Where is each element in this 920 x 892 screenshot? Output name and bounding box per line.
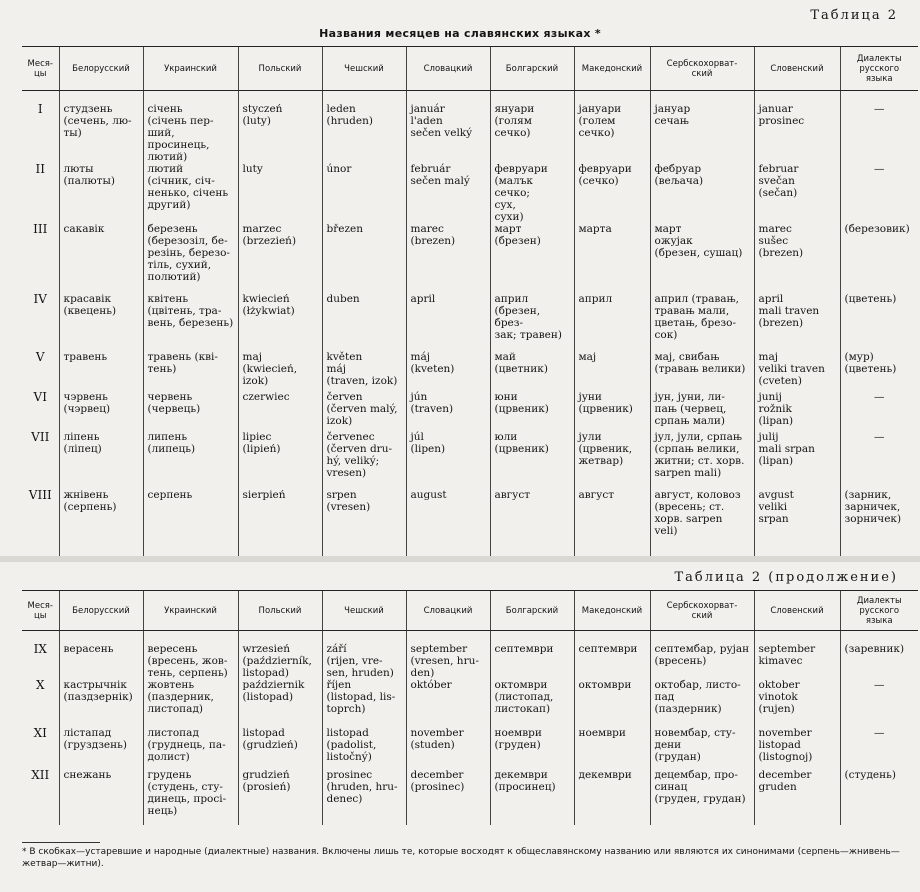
table-row <box>22 431 918 489</box>
table-row <box>22 631 918 680</box>
column-header: Словацкий <box>406 47 490 91</box>
table-cell: лютий (січник, січ- ненько, січень другий) <box>143 163 238 223</box>
table-cell: január l'aden sečen velký <box>406 91 490 164</box>
table-cell: мај <box>574 351 650 391</box>
table-cell: октомври (листопад, листокап) <box>490 679 574 727</box>
table-cell: — <box>840 163 918 223</box>
month-number: II <box>35 162 45 176</box>
table-cell: czerwiec <box>238 391 322 431</box>
table-cell: јануар сечањ <box>650 91 754 164</box>
table-cell: julij mali srpan (lipan) <box>754 431 840 489</box>
table-cell: серпень <box>143 489 238 557</box>
column-header: Диалекты русского языка <box>840 591 918 631</box>
table-cell: leden (hruden) <box>322 91 406 164</box>
month-number: VI <box>33 390 47 404</box>
column-header: Словацкий <box>406 591 490 631</box>
table-cell: april <box>406 293 490 351</box>
table-cell: април (травањ, травањ мали, цветањ, брезо- сок) <box>650 293 754 351</box>
table-cell: грудень (студень, сту- динець, просі- нець) <box>143 769 238 825</box>
table-cell: май (цветник) <box>490 351 574 391</box>
column-header: Македонский <box>574 591 650 631</box>
table-cell: красавік (квецень) <box>59 293 143 351</box>
month-number: V <box>35 350 45 364</box>
table-cell: februar svečan (sečan) <box>754 163 840 223</box>
table-cell: червень (червець) <box>143 391 238 431</box>
column-header: Диалекты русского языка <box>840 47 918 91</box>
footnote: * В скобках—устаревшие и народные (диалектные) названия. Включены лишь те, которые восходят к общеславянскому названию или являются их синонимами (серпень—жнивень—жетвар—житни). <box>22 847 900 869</box>
table-cell: listopad (grudzień) <box>238 727 322 769</box>
table-cell: март (брезен) <box>490 223 574 293</box>
table-cell: (цветень) <box>840 293 918 351</box>
table-cell: август <box>574 489 650 557</box>
table-row <box>22 293 918 351</box>
table-cell: мај, свибањ (травањ велики) <box>650 351 754 391</box>
table-cell: верасень <box>59 631 143 680</box>
table-row <box>22 223 918 293</box>
table-cell: lipiec (lipień) <box>238 431 322 489</box>
table-cell: сакавік <box>59 223 143 293</box>
table-cell: јули (црвеник, жетвар) <box>574 431 650 489</box>
month-number: I <box>37 102 43 116</box>
table-cell: март ожујак (брезен, сушац) <box>650 223 754 293</box>
table-cell: юни (црвеник) <box>490 391 574 431</box>
table-cell: декември <box>574 769 650 825</box>
table-cell: кастрычнік (паздзернік) <box>59 679 143 727</box>
table-cell: avgust veliki srpan <box>754 489 840 557</box>
table-row <box>22 391 918 431</box>
table-row <box>22 769 918 825</box>
table-cell: červen (červen malý, izok) <box>322 391 406 431</box>
table-cell: травень (кві- тень) <box>143 351 238 391</box>
table-row <box>22 351 918 391</box>
month-number: IX <box>33 642 47 656</box>
table-cell: липень (липець) <box>143 431 238 489</box>
table-cell: december (prosinec) <box>406 769 490 825</box>
table-cell: október <box>406 679 490 727</box>
table-cell: новембар, сту- дени (грудан) <box>650 727 754 769</box>
table-cell: kwiecień (łżykwiat) <box>238 293 322 351</box>
column-header: Македонский <box>574 47 650 91</box>
table-cell: септембар, рујан (вресень) <box>650 631 754 680</box>
table-cell: февруари (малък сечко; сух, сухи) <box>490 163 574 223</box>
table-cell: студзень (сечень, лю- ты) <box>59 91 143 164</box>
table-cell: фебруар (вељача) <box>650 163 754 223</box>
table-cell: (зарник, зарничек, зорничек) <box>840 489 918 557</box>
month-number: X <box>35 678 45 692</box>
page-break <box>0 556 920 562</box>
month-number: XI <box>33 726 47 740</box>
table-cell: юли (црвеник) <box>490 431 574 489</box>
table-row <box>22 489 918 557</box>
table-cell: (студень) <box>840 769 918 825</box>
table-cell: październik (listopad) <box>238 679 322 727</box>
table-cell: listopad (padolist, listočný) <box>322 727 406 769</box>
table-cell: junij rožnik (lipan) <box>754 391 840 431</box>
column-header: Болгарский <box>490 591 574 631</box>
table-row <box>22 679 918 727</box>
month-number: VIII <box>28 488 52 502</box>
table-cell: — <box>840 391 918 431</box>
table-cell: ноември (груден) <box>490 727 574 769</box>
table-cell: септември <box>574 631 650 680</box>
table-cell: jún (traven) <box>406 391 490 431</box>
table-row <box>22 91 918 164</box>
months-table-part2 <box>22 590 918 825</box>
table-cell: september (vresen, hru- den) <box>406 631 490 680</box>
column-header: Меся- цы <box>22 591 59 631</box>
table-cell: máj (kveten) <box>406 351 490 391</box>
table-cell: снежань <box>59 769 143 825</box>
column-header: Польский <box>238 591 322 631</box>
table-cell: september kimavec <box>754 631 840 680</box>
table-cell: јуни (црвеник) <box>574 391 650 431</box>
table-cell: duben <box>322 293 406 351</box>
table-cell: жнівень (серпень) <box>59 489 143 557</box>
table-cell: ноември <box>574 727 650 769</box>
table-cell: prosinec (hruden, hru- denec) <box>322 769 406 825</box>
footnote-rule <box>22 842 100 843</box>
month-number: XII <box>31 768 50 782</box>
column-header: Украинский <box>143 47 238 91</box>
column-header: Украинский <box>143 591 238 631</box>
table-cell: јануари (голем сечко) <box>574 91 650 164</box>
column-header: Белорусский <box>59 47 143 91</box>
month-number: III <box>33 222 48 236</box>
column-header: Словенский <box>754 591 840 631</box>
table-cell: — <box>840 679 918 727</box>
column-header: Чешский <box>322 47 406 91</box>
column-header: Болгарский <box>490 47 574 91</box>
table-cell: januar prosinec <box>754 91 840 164</box>
table-cell: січень (січень пер- ший, просинець, лютий) <box>143 91 238 164</box>
table-cell: júl (lipen) <box>406 431 490 489</box>
table-cell: березень (березозіл, бе- резінь, березо- тіль, сухий, полютий) <box>143 223 238 293</box>
table-cell: јул, јули, српањ (српањ велики, житни; ст. хорв. sarpen mali) <box>650 431 754 489</box>
table-label: Таблица 2 <box>810 8 898 23</box>
column-header: Меся- цы <box>22 47 59 91</box>
table-cell: децембар, про- синац (груден, грудан) <box>650 769 754 825</box>
table-cell: август <box>490 489 574 557</box>
table-cell: květen máj (traven, izok) <box>322 351 406 391</box>
table-cell: — <box>840 727 918 769</box>
table-row <box>22 163 918 223</box>
column-header: Чешский <box>322 591 406 631</box>
table-cell: декември (просинец) <box>490 769 574 825</box>
column-header: Сербскохорват- ский <box>650 591 754 631</box>
column-header: Сербскохорват- ский <box>650 47 754 91</box>
table-cell: август, коловоз (вресень; ст. хорв. sarpen veli) <box>650 489 754 557</box>
table-cell: (заревник) <box>840 631 918 680</box>
table-cell: červenec (červen dru- hý, veliký; vresen) <box>322 431 406 489</box>
column-header: Белорусский <box>59 591 143 631</box>
table-cell: листопад (груднець, па- долист) <box>143 727 238 769</box>
table-cell: marec (brezen) <box>406 223 490 293</box>
table-cell: октобар, листо- пад (паздерник) <box>650 679 754 727</box>
month-number: VII <box>31 430 50 444</box>
table-cell: april mali traven (brezen) <box>754 293 840 351</box>
table-cell: december gruden <box>754 769 840 825</box>
table-cell: maj veliki traven (cveten) <box>754 351 840 391</box>
table-cell: únor <box>322 163 406 223</box>
table-cell: srpen (vresen) <box>322 489 406 557</box>
table-cell: sierpień <box>238 489 322 557</box>
months-table-part1 <box>22 46 918 557</box>
table-cell: јун, јуни, ли- пањ (червец, српањ мали) <box>650 391 754 431</box>
table-cell: октомври <box>574 679 650 727</box>
table-cell: януари (голям сечко) <box>490 91 574 164</box>
table-cell: чэрвень (чэрвец) <box>59 391 143 431</box>
table-continuation-label: Таблица 2 (продолжение) <box>674 570 898 585</box>
table-cell: marzec (brzezień) <box>238 223 322 293</box>
table-cell: (березовик) <box>840 223 918 293</box>
table-cell: — <box>840 431 918 489</box>
table-cell: wrzesień (październík, listopad) <box>238 631 322 680</box>
table-row <box>22 727 918 769</box>
table-cell: февруари (сечко) <box>574 163 650 223</box>
table-cell: august <box>406 489 490 557</box>
table-cell: — <box>840 91 918 164</box>
table-cell: február sečen malý <box>406 163 490 223</box>
table-cell: ліпень (ліпец) <box>59 431 143 489</box>
table-cell: oktober vinotok (rujen) <box>754 679 840 727</box>
month-number: IV <box>33 292 47 306</box>
table-cell: září (rijen, vre- sen, hruden) <box>322 631 406 680</box>
table-cell: říjen (listopad, lis- toprch) <box>322 679 406 727</box>
table-cell: април (брезен, брез- зак; травен) <box>490 293 574 351</box>
table-cell: жовтень (паздерник, листопад) <box>143 679 238 727</box>
table-cell: marec sušec (brezen) <box>754 223 840 293</box>
table-cell: grudzień (prosień) <box>238 769 322 825</box>
table-cell: březen <box>322 223 406 293</box>
table-cell: november (studen) <box>406 727 490 769</box>
table-cell: maj (kwiecień, izok) <box>238 351 322 391</box>
table-cell: травень <box>59 351 143 391</box>
table-cell: styczeń (luty) <box>238 91 322 164</box>
table-cell: септември <box>490 631 574 680</box>
table-cell: квітень (цвітень, тра- вень, березень) <box>143 293 238 351</box>
table-cell: марта <box>574 223 650 293</box>
table-header-row <box>22 47 918 91</box>
table-cell: лістапад (груздзень) <box>59 727 143 769</box>
table-cell: november listopad (listognoj) <box>754 727 840 769</box>
document-title: Названия месяцев на славянских языках * <box>319 27 601 40</box>
table-cell: luty <box>238 163 322 223</box>
table-cell: (мур) (цветень) <box>840 351 918 391</box>
column-header: Польский <box>238 47 322 91</box>
table-cell: април <box>574 293 650 351</box>
column-header: Словенский <box>754 47 840 91</box>
table-cell: люты (палюты) <box>59 163 143 223</box>
table-cell: вересень (вресень, жов- тень, серпень) <box>143 631 238 680</box>
table-header-row <box>22 591 918 631</box>
